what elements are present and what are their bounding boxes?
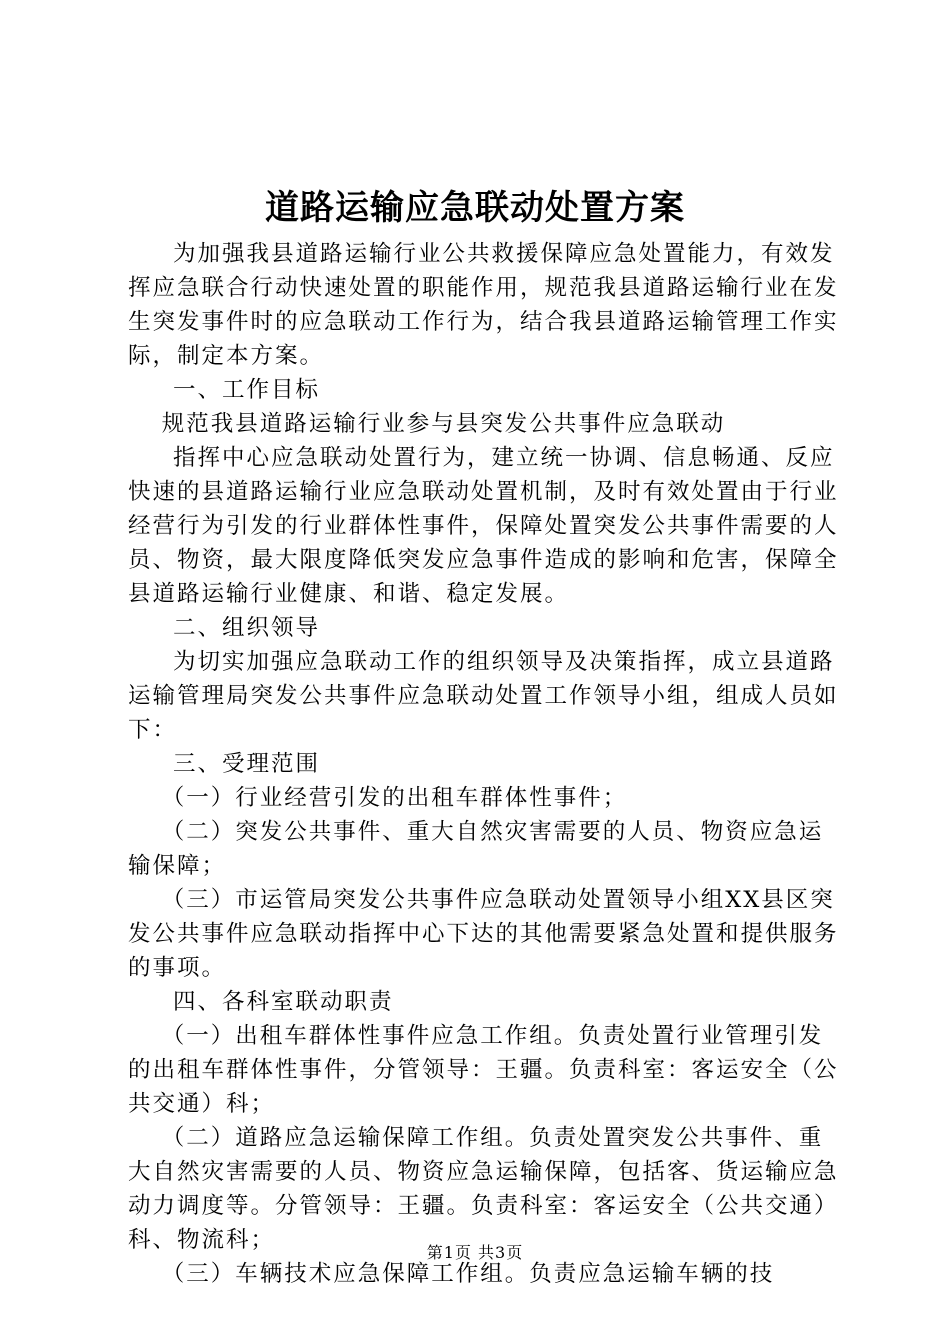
heading-work-goal: 一、工作目标	[173, 377, 321, 403]
page-footer: 第1页 共3页	[426, 1243, 524, 1262]
list-item-scope-1: （一）行业经营引发的出租车群体性事件；	[161, 785, 628, 811]
list-item-scope-3: （三）市运管局突发公共事件应急联动处置领导小组XX县区突发公共事件应急联动指挥中心下达的其他需要紧急处置和提供服务的事项。	[128, 887, 839, 981]
document-title: 道路运输应急联动处置方案	[265, 188, 685, 228]
list-item-scope-2: （二）突发公共事件、重大自然灾害需要的人员、物资应急运输保障；	[128, 819, 824, 879]
paragraph-organization: 为切实加强应急联动工作的组织领导及决策指挥，成立县道路运输管理局突发公共事件应急联动处置工作领导小组，组成人员如下：	[128, 649, 839, 743]
document-body	[128, 237, 840, 1291]
list-item-duty-1: （一）出租车群体性事件应急工作组。负责处置行业管理引发的出租车群体性事件，分管领导：王疆。负责科室：客运安全（公共交通）科；	[128, 1023, 839, 1117]
list-item-duty-2: （二）道路应急运输保障工作组。负责处置突发公共事件、重大自然灾害需要的人员、物资应急运输保障，包括客、货运输应急动力调度等。分管领导：王疆。负责科室：客运安全（公共交通）科、物流科；	[128, 1125, 839, 1253]
heading-duties: 四、各科室联动职责	[173, 989, 394, 1015]
heading-organization: 二、组织领导	[173, 615, 321, 641]
paragraph-intro: 为加强我县道路运输行业公共救援保障应急处置能力，有效发挥应急联合行动快速处置的职能作用，规范我县道路运输行业在发生突发事件时的应急联动工作行为，结合我县道路运输管理工作实际，制定本方案。	[128, 241, 839, 369]
heading-scope: 三、受理范围	[173, 751, 321, 777]
paragraph-goal-line: 规范我县道路运输行业参与县突发公共事件应急联动	[161, 411, 726, 437]
paragraph-goal-body: 指挥中心应急联动处置行为，建立统一协调、信息畅通、反应快速的县道路运输行业应急联动处置机制，及时有效处置由于行业经营行为引发的行业群体性事件，保障处置突发公共事件需要的人员、物资，最大限度降低突发应急事件造成的影响和危害，保障全县道路运输行业健康、和谐、稳定发展。	[128, 445, 839, 607]
list-item-duty-3: （三）车辆技术应急保障工作组。负责应急运输车辆的技	[161, 1261, 775, 1287]
